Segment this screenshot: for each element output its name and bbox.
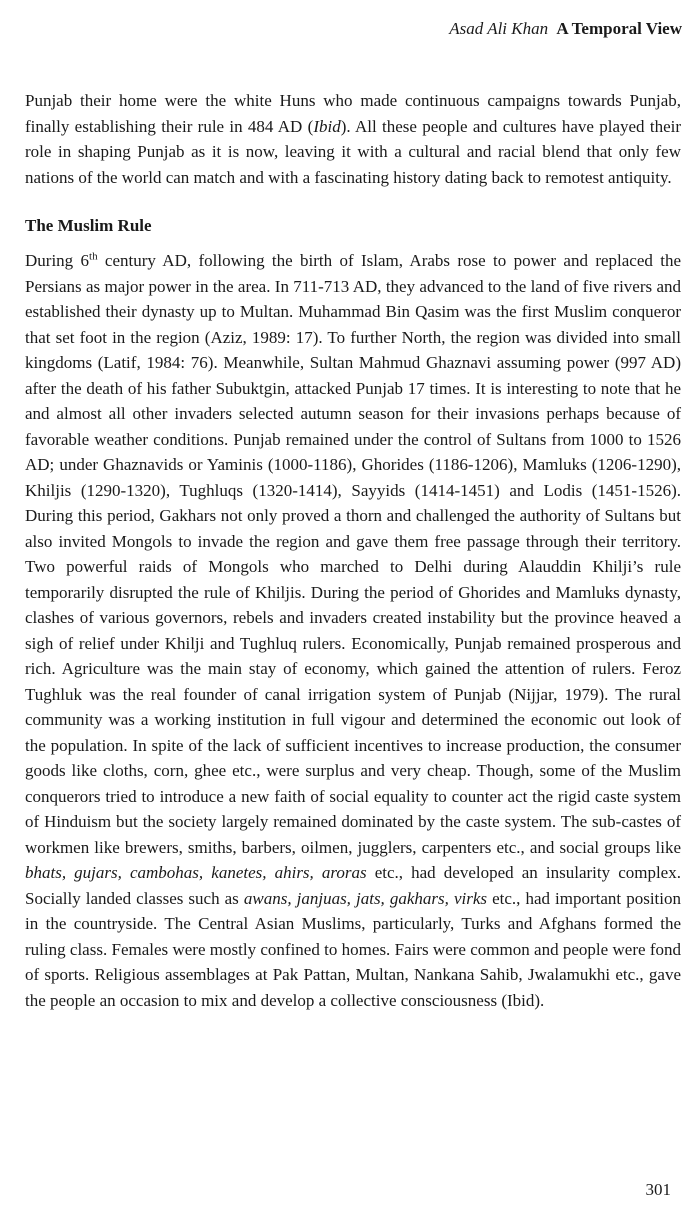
- paragraph-intro-text-b: ). All these people and cultures have played their role in shaping Punjab as it is now, leaving it with a cultural and racial blend that only few nations of the world can match and with a fascinating history dating back to remotest antiquity.: [25, 116, 681, 187]
- paragraph-intro: [25, 88, 681, 190]
- paragraph-text-c: etc., had important position in the countryside. The Central Asian Muslims, particularly, Turks and Afghans formed the ruling class. Females were mostly confined to homes. Fairs were common and people were fond of sports. Religious assemblages at Pak Pattan, Multan, Nankana Sahib, Jwalamukhi etc., gave the people an occasion to mix and develop a collective consciousness (Ibid).: [25, 888, 681, 1010]
- paragraph-text-a: century AD, following the birth of Islam, Arabs rose to power and replaced the Persians as major power in the area. In 711-713 AD, they advanced to the land of five rivers and established their dynasty up to Multan. Muhammad Bin Qasim was the first Muslim conqueror that set foot in the region (Aziz, 1989: 17). To further North, the region was divided into small kingdoms (Latif, 1984: 76). Meanwhile, Sultan Mahmud Ghaznavi assuming power (997 AD) after the death of his father Subuktgin, attacked Punjab 17 times. It is interesting to note that he and almost all other invaders selected autumn season for their invasions perhaps because of favorable weather conditions. Punjab remained under the control of Sultans from 1000 to 1526 AD; under Ghaznavids or Yaminis (1000-1186), Ghorides (1186-1206), Mamluks (1206-1290), Khiljis (1290-1320), Tughluqs (1320-1414), Sayyids (1414-1451) and Lodis (1451-1526). During this period, Gakhars not only proved a thorn and challenged the authority of Sultans but also invited Mongols to invade the region and gave them free passage through their territory. Two powerful raids of Mongols who marched to Delhi during Alauddin Khilji’s rule temporarily disrupted the rule of Khiljis. During the period of Ghorides and Mamluks dynasty, clashes of various governors, rebels and invaders created instability but the province heaved a sigh of relief under Khilji and Tughluq rulers. Economically, Punjab remained prosperous and rich. Agriculture was the main stay of economy, which gained the attention of rulers. Feroz Tughluk was the real founder of canal irrigation system of Punjab (Nijjar, 1979). The rural community was a working institution in full vigour and determined the economic out look of the population. In spite of the lack of sufficient incentives to increase production, the consumer goods like cloths, corn, ghee etc., were surplus and very cheap. Though, some of the Muslim conquerors tried to introduce a new faith of social equality to counter act the rigid caste system of Hinduism but the society largely remained dominated by the caste system. The sub-castes of workmen like brewers, smiths, barbers, oilmen, jugglers, carpenters etc., and social groups like: [25, 251, 681, 857]
- running-head-author: Asad Ali Khan: [449, 19, 549, 38]
- social-groups-italic: bhats, gujars, cambohas, kanetes, ahirs, aroras: [25, 863, 367, 882]
- running-head-title: A Temporal View: [556, 19, 682, 38]
- ibid-reference: Ibid: [313, 116, 341, 136]
- page-number: 301: [645, 1180, 671, 1199]
- running-head: [449, 17, 682, 41]
- paragraph-intro-text-a: Punjab their home were the white Huns who made continuous campaigns towards Punjab, finally establishing their rule in 484 AD (: [25, 91, 681, 136]
- landed-classes-italic: awans, janjuas, jats, gakhars, virks: [243, 888, 488, 908]
- section-heading: The Muslim Rule: [25, 216, 152, 235]
- paragraph-text-b: etc., had developed an insularity complex. Socially landed classes such as: [25, 863, 681, 908]
- paragraph-muslim-rule: [25, 248, 681, 1013]
- paragraph-lead: During 6: [25, 251, 90, 270]
- ordinal-superscript: th: [89, 250, 98, 263]
